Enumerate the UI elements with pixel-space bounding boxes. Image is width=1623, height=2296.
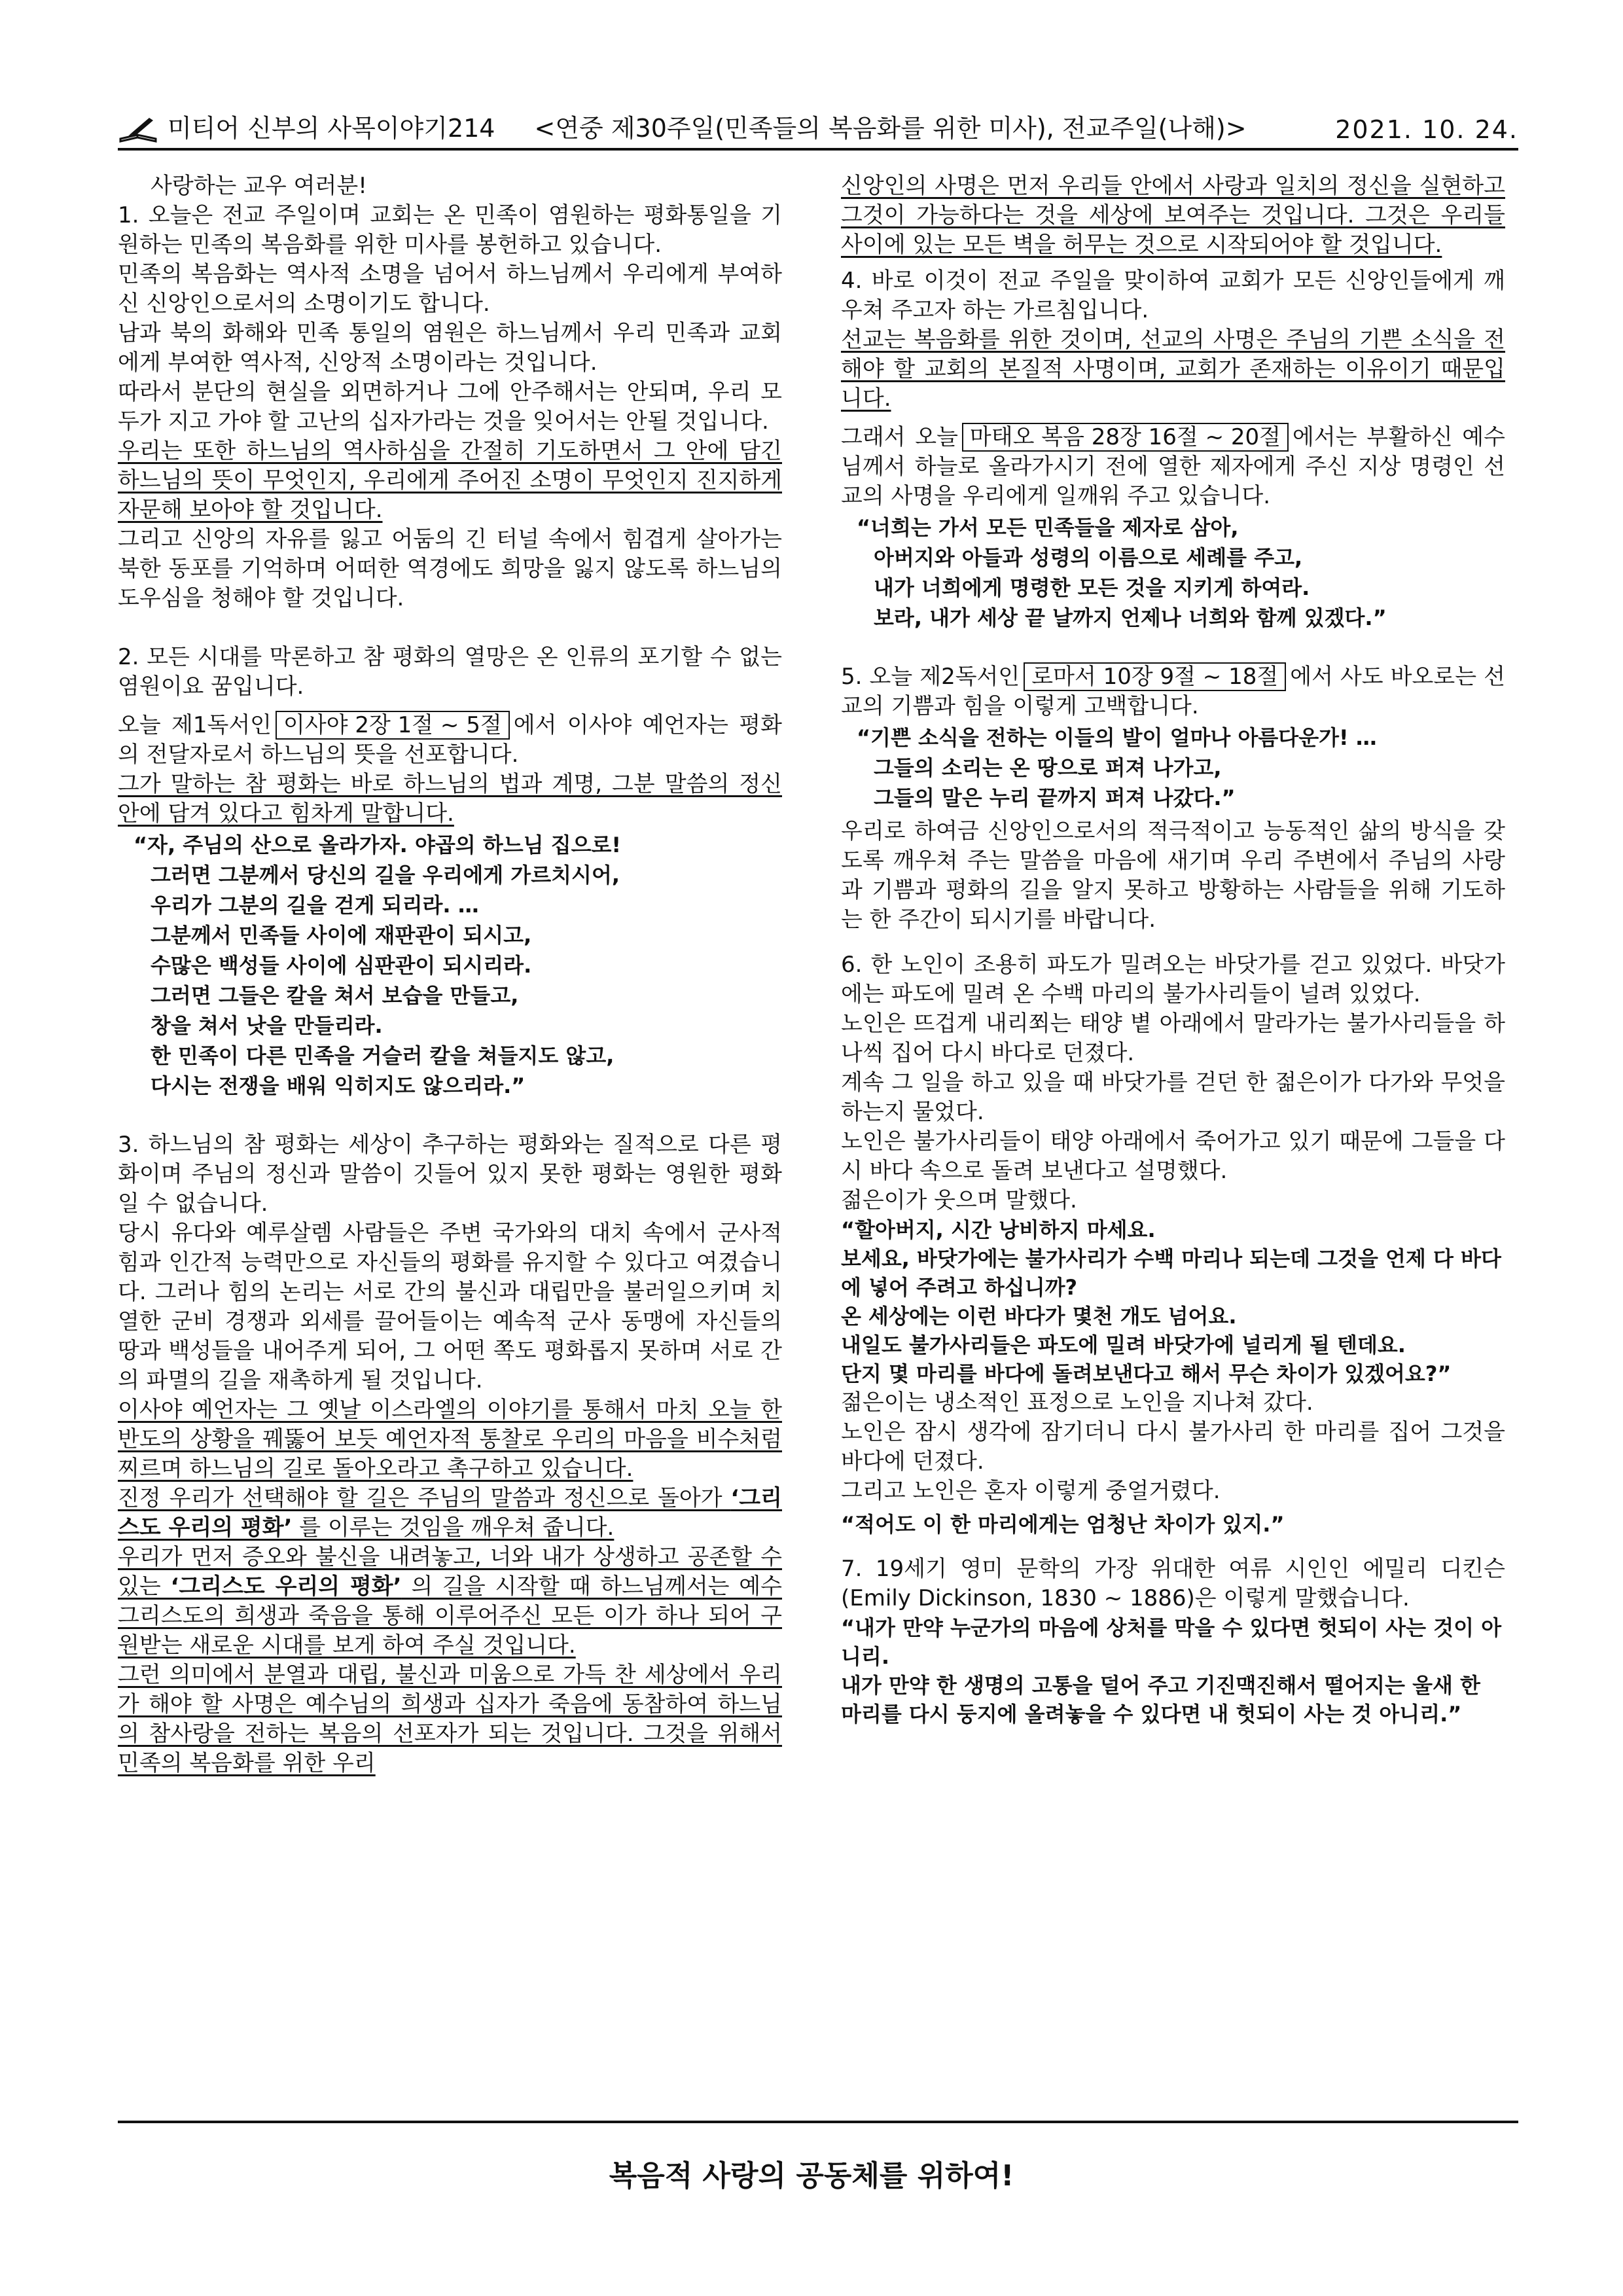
header <box>118 106 1518 144</box>
poem-bold: “내가 만약 누군가의 마음에 상처를 막을 수 있다면 헛되이 사는 것이 아니리. <box>841 1615 1502 1669</box>
scripture-reference: 마태오 복음 28장 16절 ~ 20절 <box>962 423 1289 452</box>
paragraph-underlined: 우리는 또한 하느님의 역사하심을 간절히 기도하면서 그 안에 담긴 하느님의 뜻이 무엇인지, 우리에게 주어진 소명이 무엇인지 진지하게 자문해 보아야 할 것입니다. <box>118 438 782 523</box>
quote-line: 다시는 전쟁을 배워 익히지도 않으리라.” <box>151 1073 526 1098</box>
scripture-quote <box>134 830 782 1101</box>
dialogue-bold: “할아버지, 시간 낭비하지 마세요. <box>841 1217 1156 1242</box>
paragraph: 그리고 신앙의 자유를 잃고 어둠의 긴 터널 속에서 힘겹게 살아가는 북한 동포를 기억하며 어떠한 역경에도 희망을 잃지 않도록 하느님의 도우심을 청해야 할 것입니다. <box>118 526 782 611</box>
paragraph-underlined: 그런 의미에서 분열과 대립, 불신과 미움으로 가득 찬 세상에서 우리가 해야 할 사명은 예수님의 희생과 십자가 죽음에 동참하여 하느님의 참사랑을 전하는 복음의 선포자가 되는 것입니다. 그것을 위해서 민족의 복음화를 위한 우리 <box>118 1662 782 1776</box>
paragraph: 2. 모든 시대를 막론하고 참 평화의 열망은 온 인류의 포기할 수 없는 염원이요 꿈입니다. <box>118 644 782 700</box>
emphasis-text: ‘그리스도 우리의 평화’ <box>170 1573 402 1600</box>
paragraph: 계속 그 일을 하고 있을 때 바닷가를 걷던 한 젊은이가 다가와 무엇을 하는지 물었다. <box>841 1069 1505 1125</box>
dialogue-bold: “적어도 이 한 마리에게는 엄청난 차이가 있지.” <box>841 1512 1285 1537</box>
paragraph-underlined: 선교는 복음화를 위한 것이며, 선교의 사명은 주님의 기쁜 소식을 전해야 할 교회의 본질적 사명이며, 교회가 존재하는 이유이기 때문입니다. <box>841 327 1505 412</box>
quote-line: 그들의 소리는 온 땅으로 퍼져 나가고, <box>874 755 1222 780</box>
paragraph-text: 에서는 부활하신 예수님께서 하늘로 올라가시기 전에 열한 제자에게 주신 지상 명령인 선교의 사명을 우리에게 일깨워 주고 있습니다. <box>841 424 1505 509</box>
quote-line: 아버지와 아들과 성령의 이름으로 세례를 주고, <box>874 545 1303 570</box>
paragraph: 민족의 복음화는 역사적 소명을 넘어서 하느님께서 우리에게 부여하신 신앙인으로서의 소명이기도 합니다. <box>118 261 782 317</box>
quote-line: 그러면 그분께서 당신의 길을 우리에게 가르치시어, <box>151 863 620 888</box>
quote-line: 그들의 말은 누리 끝까지 퍼져 나갔다.” <box>874 785 1236 810</box>
paragraph: 7. 19세기 영미 문학의 가장 위대한 여류 시인인 에밀리 디킨슨(Emily Dickinson, 1830 ~ 1886)은 이렇게 말했습니다. <box>841 1556 1505 1611</box>
paragraph: 그리고 노인은 혼자 이렇게 중얼거렸다. <box>841 1478 1221 1504</box>
paragraph-text: 오늘 제1독서인 <box>118 712 272 738</box>
paragraph-text: 그래서 오늘 <box>841 424 958 450</box>
paragraph-underlined <box>118 1484 782 1543</box>
quote-line: 한 민족이 다른 민족을 거슬러 칼을 쳐들지도 않고, <box>151 1043 615 1068</box>
paragraph: 남과 북의 화해와 민족 통일의 염원은 하느님께서 우리 민족과 교회에게 부여한 역사적, 신앙적 소명이라는 것입니다. <box>118 320 782 376</box>
dialogue-bold: 보세요, 바닷가에는 불가사리가 수백 마리나 되는데 그것을 언제 다 바다에 넣어 주려고 하십니까? <box>841 1246 1501 1300</box>
quote-line: 내가 너희에게 명령한 모든 것을 지키게 하여라. <box>874 575 1310 600</box>
quote-line: “자, 주님의 산으로 올라가자. 야곱의 하느님 집으로! <box>134 833 622 857</box>
paragraph <box>841 662 1505 721</box>
paragraph: 4. 바로 이것이 전교 주일을 맞이하여 교회가 모든 신앙인들에게 깨우쳐 주고자 하는 가르침입니다. <box>841 268 1505 323</box>
scripture-quote <box>857 723 1505 813</box>
quote-line: 그분께서 민족들 사이에 재판관이 되시고, <box>151 923 532 948</box>
header-divider <box>118 148 1518 151</box>
paragraph: 6. 한 노인이 조용히 파도가 밀려오는 바닷가를 걷고 있었다. 바닷가에는 파도에 밀려 온 수백 마리의 불가사리들이 널려 있었다. <box>841 952 1505 1007</box>
quote-line: 보라, 내가 세상 끝 날까지 언제나 너희와 함께 있겠다.” <box>874 605 1387 630</box>
paragraph-underlined <box>118 1543 782 1660</box>
paragraph: 우리로 하여금 신앙인으로서의 적극적이고 능동적인 삶의 방식을 갖도록 깨우쳐 주는 말씀을 마음에 새기며 우리 주변에서 주님의 사랑과 기쁨과 평화의 길을 알지 못하고 방황하는 사람들을 위해 기도하는 한 주간이 되시기를 바랍니다. <box>841 818 1505 933</box>
greeting: 사랑하는 교우 여러분! <box>151 173 367 199</box>
dialogue-bold: 단지 몇 마리를 바다에 돌려보낸다고 해서 무슨 차이가 있겠어요?” <box>841 1361 1452 1386</box>
footer-divider <box>118 2121 1518 2123</box>
dialogue-bold: 내일도 불가사리들은 파도에 밀려 바닷가에 널리게 될 텐데요. <box>841 1333 1406 1357</box>
paragraph: 당시 유다와 예루살렘 사람들은 주변 국가와의 대치 속에서 군사적 힘과 인간적 능력만으로 자신들의 평화를 유지할 수 있다고 여겼습니다. 그러나 힘의 논리는 서로 간의 불신과 대립만을 불러일으키며 치열한 군비 경쟁과 외세를 끌어들이는 예속적 군사 동맹에 자신들의 땅과 백성들을 내어주게 되어, 그 어떤 쪽도 평화롭지 못하며 서로 간의 파멸의 길을 재촉하게 될 것입니다. <box>118 1220 782 1393</box>
quote-line: 창을 쳐서 낫을 만들리라. <box>151 1013 383 1038</box>
emphasis-text: ‘그리스도 우리의 평화’ <box>118 1485 782 1541</box>
paragraph-text: 를 이루는 것임을 깨우쳐 줍니다. <box>292 1515 615 1541</box>
paragraph-text: 에서 사도 바오로는 선교의 기쁨과 힘을 이렇게 고백합니다. <box>841 664 1505 719</box>
right-column <box>841 171 1505 1729</box>
quote-line: 그러면 그들은 칼을 쳐서 보습을 만들고, <box>151 983 519 1008</box>
paragraph-text: 진정 우리가 선택해야 할 길은 주님의 말씀과 정신으로 돌아가 <box>118 1485 731 1511</box>
paragraph: 노인은 잠시 생각에 잠기더니 다시 불가사리 한 마리를 집어 그것을 바다에 던졌다. <box>841 1419 1505 1475</box>
paragraph: 따라서 분단의 현실을 외면하거나 그에 안주해서는 안되며, 우리 모두가 지고 가야 할 고난의 십자가라는 것을 잊어서는 안될 것입니다. <box>118 379 782 435</box>
dialogue-bold: 온 세상에는 이런 바다가 몇천 개도 넘어요. <box>841 1304 1237 1329</box>
page-date: 2021. 10. 24. <box>1335 115 1518 144</box>
paragraph-underlined: 이사야 예언자는 그 옛날 이스라엘의 이야기를 통해서 마치 오늘 한반도의 상황을 꿰뚫어 보듯 예언자적 통찰로 우리의 마음을 비수처럼 찌르며 하느님의 길로 돌아오라고 촉구하고 있습니다. <box>118 1397 782 1482</box>
paragraph-underlined: 그가 말하는 참 평화는 바로 하느님의 법과 계명, 그분 말씀의 정신 안에 담겨 있다고 힘차게 말합니다. <box>118 771 782 827</box>
paragraph-text: 5. 오늘 제2독서인 <box>841 664 1020 690</box>
paragraph: 3. 하느님의 참 평화는 세상이 추구하는 평화와는 질적으로 다른 평화이며 주님의 정신과 말씀이 깃들어 있지 못한 평화는 영원한 평화일 수 없습니다. <box>118 1132 782 1217</box>
page-subtitle: <연중 제30주일(민족들의 복음화를 위한 미사), 전교주일(나해)> <box>534 114 1247 143</box>
paragraph-text: 의 길을 시작할 때 하느님께서는 예수 그리스도의 희생과 죽음을 통해 이루어주신 모든 이가 하나 되어 구원받는 새로운 시대를 보게 하여 주실 것입니다. <box>118 1573 782 1659</box>
page-title: 미티어 신부의 사목이야기214 <box>168 114 495 143</box>
scripture-quote <box>857 512 1505 633</box>
quote-line: “기쁜 소식을 전하는 이들의 발이 얼마나 아름다운가! … <box>857 725 1377 750</box>
paragraph: 노인은 불가사리들이 태양 아래에서 죽어가고 있기 때문에 그들을 다시 바다 속으로 돌려 보낸다고 설명했다. <box>841 1128 1505 1184</box>
paragraph: 1. 오늘은 전교 주일이며 교회는 온 민족이 염원하는 평화통일을 기원하는 민족의 복음화를 위한 미사를 봉헌하고 있습니다. <box>118 202 782 258</box>
paragraph <box>118 711 782 770</box>
paragraph <box>841 423 1505 511</box>
footer-motto: 복음적 사랑의 공동체를 위하여! <box>609 2159 1014 2193</box>
poem-bold: 내가 만약 한 생명의 고통을 덜어 주고 기진맥진해서 떨어지는 울새 한 마리를 다시 둥지에 올려놓을 수 있다면 내 헛되이 사는 것 아니리.” <box>841 1673 1480 1727</box>
scripture-reference: 이사야 2장 1절 ~ 5절 <box>276 711 510 740</box>
quote-line: 우리가 그분의 길을 걷게 되리라. … <box>151 893 479 918</box>
writing-book-icon <box>118 114 158 144</box>
left-column <box>118 171 782 1778</box>
quote-line: “너희는 가서 모든 민족들을 제자로 삼아, <box>857 515 1239 540</box>
paragraph: 노인은 뜨겁게 내리쬐는 태양 볕 아래에서 말라가는 불가사리들을 하나씩 집어 다시 바다로 던졌다. <box>841 1011 1505 1066</box>
paragraph: 젊은이는 냉소적인 표정으로 노인을 지나쳐 갔다. <box>841 1390 1313 1416</box>
quote-line: 수많은 백성들 사이에 심판관이 되시리라. <box>151 953 532 978</box>
paragraph-underlined: 신앙인의 사명은 먼저 우리들 안에서 사랑과 일치의 정신을 실현하고 그것이 가능하다는 것을 세상에 보여주는 것입니다. 그것은 우리들 사이에 있는 모든 벽을 허무는 것으로 시작되어야 할 것입니다. <box>841 173 1505 258</box>
paragraph: 젊은이가 웃으며 말했다. <box>841 1187 1077 1213</box>
paragraph-text: 에서 이사야 예언자는 평화의 전달자로서 하느님의 뜻을 선포합니다. <box>118 712 782 768</box>
paragraph-text: 우리가 먼저 증오와 불신을 내려놓고, 너와 내가 상생하고 공존할 수 있는 <box>118 1544 782 1600</box>
scripture-reference: 로마서 10장 9절 ~ 18절 <box>1024 662 1286 691</box>
